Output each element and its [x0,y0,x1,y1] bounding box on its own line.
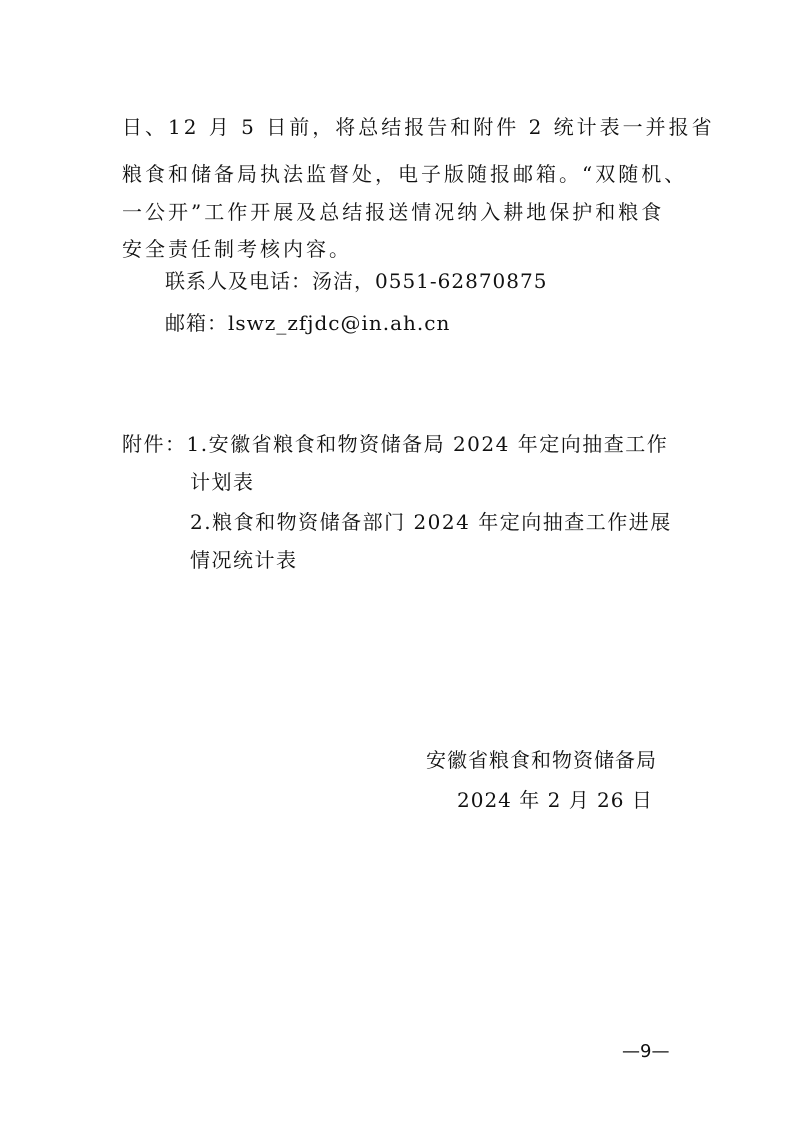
attachment-item-2-line-2: 情况统计表 [190,548,298,572]
contact-email-line: 邮箱：lswz_zfjdc@in.ah.cn [165,311,451,335]
attachment-item-2-line-1: 2.粮食和物资储备部门 2024 年定向抽查工作进展 [190,510,672,534]
signature-date: 2024 年 2 月 26 日 [457,788,653,812]
body-line-2: 粮食和储备局执法监督处，电子版随报邮箱。“双随机、 [122,162,688,186]
body-line-1: 日、12 月 5 日前，将总结报告和附件 2 统计表一并报省 [122,115,715,139]
attachment-item-1-line-2: 计划表 [190,470,255,494]
page-number: —9— [622,1041,670,1062]
attachment-item-1-line-1: 附件：1.安徽省粮食和物资储备局 2024 年定向抽查工作 [122,432,669,456]
body-line-4: 安全责任制考核内容。 [122,237,352,261]
body-line-3: 一公开”工作开展及总结报送情况纳入耕地保护和粮食 [122,200,665,224]
contact-phone-line: 联系人及电话：汤洁，0551-62870875 [165,269,548,293]
signature-organization: 安徽省粮食和物资储备局 [426,748,657,772]
